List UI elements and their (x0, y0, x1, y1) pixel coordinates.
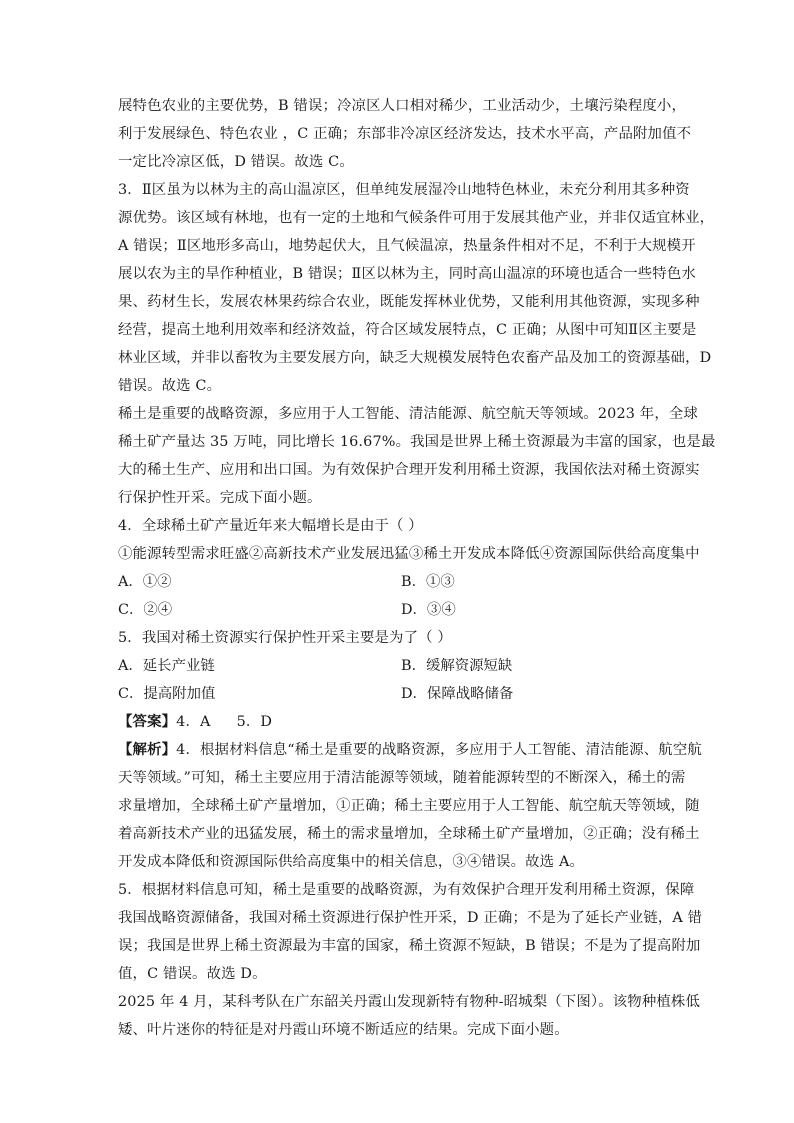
text-line: 源优势。该区域有林地，也有一定的土地和气候条件可用于发展其他产业，并非仅适宜林业， (118, 210, 715, 226)
text-line: 一定比冷凉区低，D 错误。故选 C。 (118, 154, 354, 170)
text-line: 展特色农业的主要优势，B 错误；冷凉区人口相对稀少，工业活动少，土壤污染程度小， (118, 98, 686, 114)
text-line: 展以农为主的旱作种植业，B 错误；Ⅱ区以林为主，同时高山温凉的环境也适合一些特色水 (118, 266, 696, 282)
intro-paragraph (118, 92, 693, 176)
option-row (118, 596, 693, 624)
text-line: 5．根据材料信息可知，稀土是重要的战略资源，为有效保护合理开发利用稀土资源，保障 (118, 882, 695, 898)
text-span: 4．根据材料信息“稀土是重要的战略资源，多应用于人工智能、清洁能源、航空航 (176, 742, 702, 758)
text-line: 错误。故选 C。 (118, 378, 222, 394)
text-line: 果、药材生长，发展农林果药综合农业，既能发挥林业优势，又能利用其他资源，实现多种 (118, 294, 700, 310)
answer-line (118, 708, 693, 736)
rare-earth-material (118, 400, 716, 512)
text-line: 稀土是重要的战略资源，多应用于人工智能、清洁能源、航空航天等领域。2023 年，全球 (118, 406, 698, 422)
question-5 (118, 624, 693, 708)
text-line: 天等领域。”可知，稀土主要应用于清洁能源等领域，随着能源转型的不断深入，稀土的需 (118, 770, 686, 786)
question-statements: ①能源转型需求旺盛②高新技术产业发展迅猛③稀土开发成本降低④资源国际供给高度集中 (118, 546, 700, 562)
text-line: 经营，提高土地利用效率和经济效益，符合区域发展特点，C 正确；从图中可知Ⅱ区主要是 (118, 322, 697, 338)
option-a[interactable]: A．①② (118, 574, 172, 590)
text-line: 大的稀土生产、应用和出口国。为有效保护合理开发利用稀土资源，我国依法对稀土资源实 (118, 462, 700, 478)
answer-label: 【答案】 (118, 713, 177, 730)
analysis-question-4 (118, 736, 702, 876)
answer-q5: 5．D (236, 714, 273, 730)
text-line: 林业区域，并非以畜牧为主要发展方向，缺乏大规模发展特色农畜产品及加工的资源基础，D (118, 350, 712, 366)
text-line: 值，C 错误。故选 D。 (118, 966, 267, 982)
option-d[interactable]: D．保障战略储备 (401, 686, 514, 702)
analysis-question-3 (118, 176, 715, 400)
question-stem: 4．全球稀土矿产量近年来大幅增长是由于（ ） (118, 518, 423, 534)
text-line: 3．Ⅱ区虽为以林为主的高山温凉区，但单纯发展湿冷山地特色林业，未充分利用其多种资 (118, 182, 690, 198)
text-line: 求量增加，全球稀土矿产量增加，①正确；稀土主要应用于人工智能、航空航天等领域，随 (118, 798, 700, 814)
option-c[interactable]: C．②④ (118, 602, 173, 618)
document-page (118, 92, 716, 1044)
text-line: 2025 年 4 月，某科考队在广东韶关丹霞山发现新特有物种-昭城梨（下图）。该物种植株低 (118, 994, 700, 1010)
option-d[interactable]: D．③④ (401, 602, 456, 618)
next-material (118, 988, 700, 1044)
text-line: 稀土矿产量达 35 万吨，同比增长 16.67%。我国是世界上稀土资源最为丰富的国家，也是最 (118, 434, 716, 450)
analysis-first-line (118, 736, 702, 764)
question-stem: 5．我国对稀土资源实行保护性开采主要是为了（ ） (118, 630, 452, 646)
option-row (118, 680, 693, 708)
option-row (118, 652, 693, 680)
text-line: 误；我国是世界上稀土资源最为丰富的国家，稀土资源不短缺，B 错误；不是为了提高附加 (118, 938, 701, 954)
option-b[interactable]: B．①③ (401, 574, 455, 590)
option-row (118, 568, 693, 596)
question-4 (118, 512, 700, 624)
text-line: 矮、叶片迷你的特征是对丹霞山环境不断适应的结果。完成下面小题。 (118, 1022, 569, 1038)
text-line: A 错误；Ⅱ区地形多高山，地势起伏大，且气候温凉，热量条件相对不足，不利于大规模开 (118, 238, 696, 254)
text-line: 开发成本降低和资源国际供给高度集中的相关信息，③④错误。故选 A。 (118, 854, 585, 870)
option-a[interactable]: A．延长产业链 (118, 658, 215, 674)
text-line: 行保护性开采。完成下面小题。 (118, 490, 322, 506)
text-line: 我国战略资源储备，我国对稀土资源进行保护性开采，D 正确；不是为了延长产业链，A 错 (118, 910, 703, 926)
answer-q4: 4．A (176, 714, 211, 730)
analysis-label: 【解析】 (118, 741, 177, 758)
analysis-question-5 (118, 876, 703, 988)
text-line: 利于发展绿色、特色农业 ，C 正确；东部非冷凉区经济发达，技术水平高，产品附加值不 (118, 126, 692, 142)
option-c[interactable]: C．提高附加值 (118, 686, 216, 702)
text-line: 着高新技术产业的迅猛发展，稀土的需求量增加，全球稀土矿产量增加，②正确；没有稀土 (118, 826, 700, 842)
option-b[interactable]: B．缓解资源短缺 (401, 658, 513, 674)
